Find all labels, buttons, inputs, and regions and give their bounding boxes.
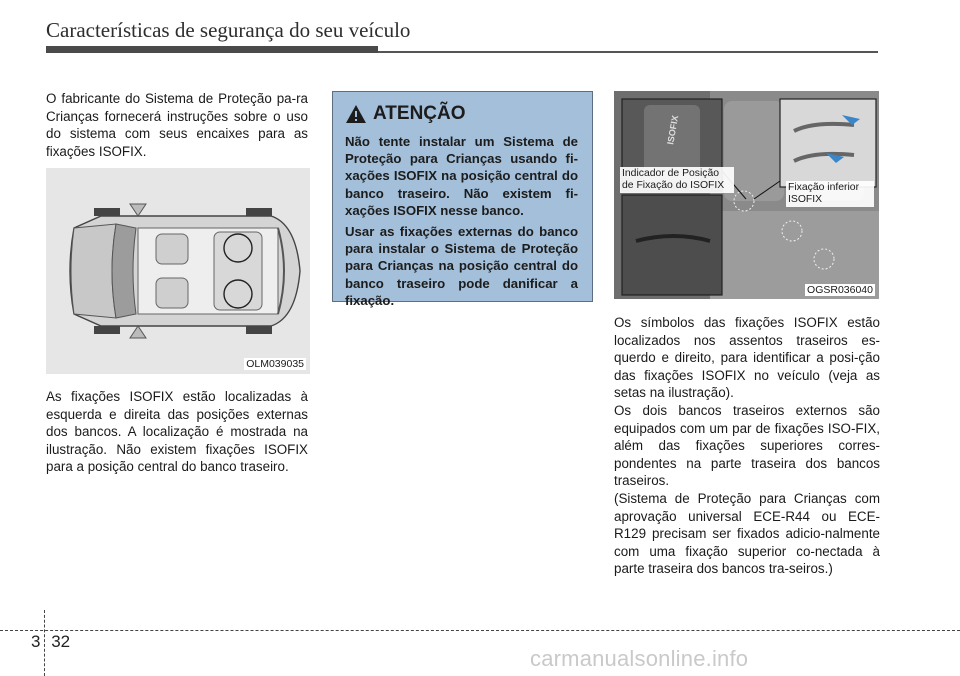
page-index: 32 — [51, 632, 71, 651]
rear-seat-isofix-figure — [614, 91, 879, 299]
isofix-location-text: As fixações ISOFIX estão localizadas à esquerda e direita das posições externas dos bancos. A localização é mostrada na ilustração. Não existem fixações ISOFIX para a posição central do banco traseiro. — [46, 389, 308, 475]
warning-box — [332, 91, 593, 308]
page-header-title: Características de segurança do seu veículo — [46, 18, 411, 42]
isofix-symbols-section — [614, 314, 880, 578]
isofix-indicator-callout: Indicador de Posição de Fixação do ISOFIX — [620, 167, 734, 193]
footer-rule — [0, 630, 960, 631]
isofix-pairs-text: Os dois bancos traseiros externos são equipados com um par de fixações ISO-FIX, além das fixações superiores corres-pondentes na parte traseira dos bancos traseiros. — [614, 402, 880, 489]
section-number: 3 — [31, 632, 41, 651]
isofix-lower-anchor-callout: Fixação inferior ISOFIX — [786, 181, 874, 207]
page-number — [31, 632, 70, 652]
intro-text: O fabricante do Sistema de Proteção pa-ra Crianças fornecerá instruções sobre o uso do sistema com seus encaixes para as fixações ISOFIX. — [46, 91, 308, 159]
warning-paragraph-2: Usar as fixações externas do banco para instalar o Sistema de Proteção para Crianças na posição central do banco traseiro pode danificar a fixação. — [345, 224, 578, 308]
isofix-seat-label: ISOFIX — [665, 114, 681, 146]
warning-triangle-icon — [345, 104, 367, 124]
ece-approval-text: (Sistema de Proteção para Crianças com aprovação universal ECE-R44 ou ECE-R129 precisam ser fixados adicio-nalmente com uma fixação superior co-nectada à parte traseira dos bancos tra-seiros.) — [614, 490, 880, 577]
isofix-symbols-text: Os símbolos das fixações ISOFIX estão localizados nos assentos traseiros es-querdo e direito, para identificar a posi-ção das fixações ISOFIX no veículo (veja as setas na ilustração). — [614, 315, 880, 401]
header-bar — [46, 46, 378, 53]
watermark: carmanualsonline.info — [530, 646, 749, 671]
isofix-location-paragraph — [46, 388, 308, 476]
header-rule — [378, 51, 878, 53]
figure-code: OGSR036040 — [807, 284, 873, 296]
figure-code: OLM039035 — [246, 358, 304, 370]
car-top-view-figure — [46, 168, 310, 374]
warning-paragraph-1: Não tente instalar um Sistema de Proteção para Crianças usando fi-xações ISOFIX na posição central do banco traseiro. Não existem fi-xações ISOFIX nesse banco. — [345, 134, 578, 218]
warning-header — [345, 104, 578, 124]
warning-title: ATENÇÃO — [373, 103, 466, 125]
intro-paragraph — [46, 90, 308, 160]
car-top-view-illustration — [46, 168, 310, 374]
